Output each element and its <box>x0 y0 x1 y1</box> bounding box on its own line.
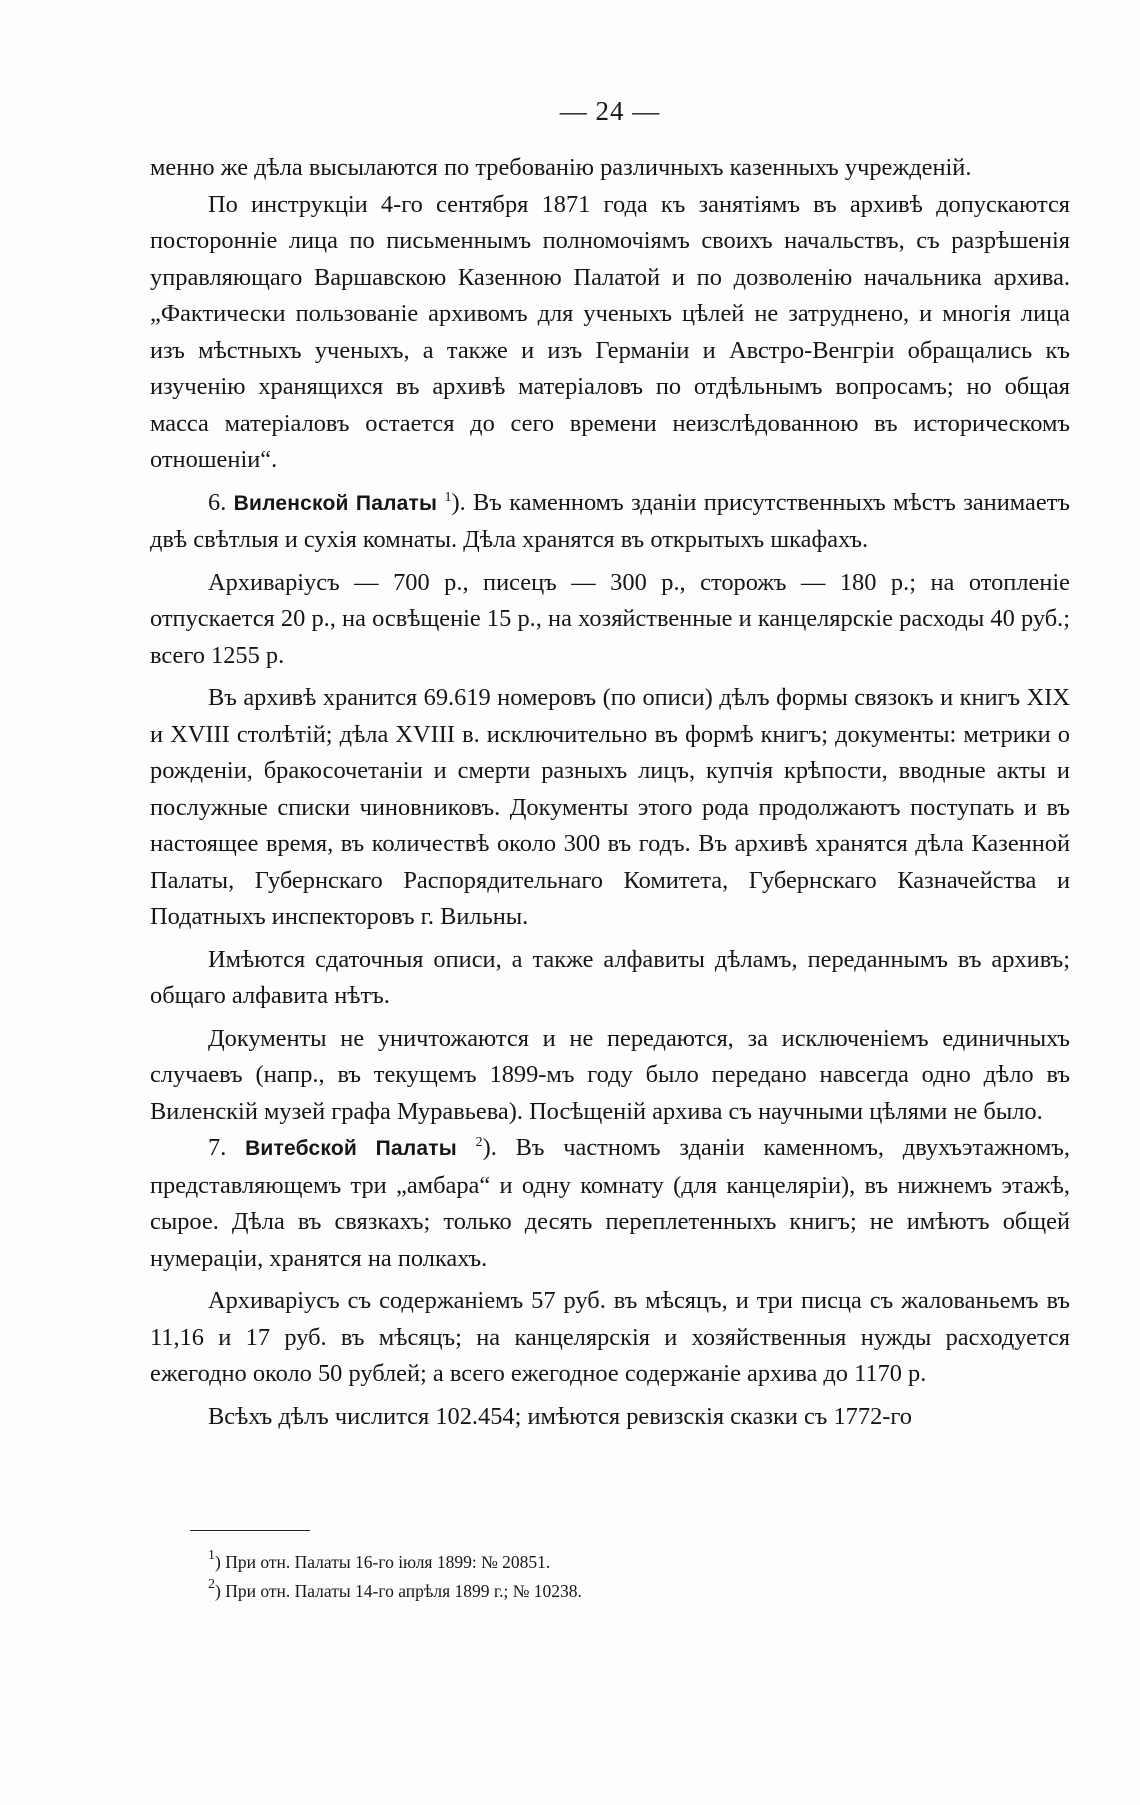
footnotes <box>150 1548 1070 1606</box>
section-heading: Виленской Палаты <box>233 491 438 515</box>
paragraph: Въ архивѣ хранится 69.619 номеровъ (по описи) дѣлъ формы связокъ и книгъ XIX и XVIII столѣтій; дѣла XVIII в. исключительно въ формѣ книгъ; документы: метрики о рожденіи, бракосочетаніи и смерти разныхъ лицъ, купчія крѣпости, вводные акты и послужные списки чиновниковъ. Документы этого рода продолжаютъ поступать и въ настоящее время, въ количествѣ около 300 въ годъ. Въ архивѣ хранятся дѣла Казенной Палаты, Губернскаго Распорядительнаго Комитета, Губернскаго Казначейства и Податныхъ инспекторовъ г. Вильны. <box>150 684 1070 930</box>
footnote-ref: 2 <box>475 1135 483 1150</box>
page-number: — 24 — <box>559 96 661 126</box>
paragraph: По инструкціи 4-го сентября 1871 года къ занятіямъ въ архивѣ допускаются посторонніе лица по письменнымъ полномочіямъ своихъ начальствъ, съ разрѣшенія управляющаго Варшавскою Казенною Палатой и по дозволенію начальника архива. „Фактически пользованіе архивомъ для ученыхъ цѣлей не затруднено, и многія лица изъ мѣстныхъ ученыхъ, а также и изъ Германіи и Австро-Венгріи обращались къ изученію хранящихся въ архивѣ матеріаловъ по отдѣльнымъ вопросамъ; но общая масса матеріаловъ остается до сего времени неизслѣдованною въ историческомъ отношеніи“. <box>150 190 1070 473</box>
footnote-ref: 1 <box>444 489 452 505</box>
footnote <box>150 1548 1070 1577</box>
footnote-text: ) При отн. Палаты 14-го апрѣля 1899 г.; № 10238. <box>215 1581 582 1601</box>
paragraph: Документы не уничтожаются и не передаются, за исключеніемъ единичныхъ случаевъ (напр., въ текущемъ 1899-мъ году было передано навсегда одно дѣло въ Виленскій музей графа Муравьева). Посѣщеній архива съ научными цѣлями не было. <box>150 1024 1070 1125</box>
section-paragraph-vitebsk <box>150 1130 1070 1277</box>
section-number: 7. <box>208 1134 227 1161</box>
section-heading: Витебской Палаты <box>245 1137 457 1160</box>
footnote <box>150 1577 1070 1606</box>
section-text: ). Въ частномъ зданіи каменномъ, двухъэтажномъ, представляющемъ три „амбара“ и одну комнату (для канцеляріи), въ нижнемъ этажѣ, сырое. Дѣла въ связкахъ; только десять переплетенныхъ книгъ; не имѣютъ общей нумераціи, хранятся на полкахъ. <box>150 1134 1070 1272</box>
paragraph: Имѣются сдаточныя описи, а также алфавиты дѣламъ, переданнымъ въ архивъ; общаго алфавита нѣтъ. <box>150 945 1070 1009</box>
paragraph: Архиваріусъ съ содержаніемъ 57 руб. въ мѣсяцъ, и три писца съ жалованьемъ въ 11,16 и 17 руб. въ мѣсяцъ; на канцелярскія и хозяйственныя нужды расходуется ежегодно около 50 рублей; а всего ежегодное содержаніе архива до 1170 р. <box>150 1287 1070 1387</box>
footnote-text: ) При отн. Палаты 16-го іюля 1899: № 20851. <box>215 1552 551 1572</box>
paragraph: Архиваріусъ — 700 р., писецъ — 300 р., сторожъ — 180 р.; на отопленіе отпускается 20 р., на освѣщеніе 15 р., на хозяйственные и канцелярскіе расходы 40 руб.; всего 1255 р. <box>150 568 1070 669</box>
body-text <box>150 150 1070 1435</box>
section-number: 6. <box>208 488 227 516</box>
footnote-divider <box>190 1530 310 1531</box>
footnote-mark: 1 <box>208 1548 215 1563</box>
paragraph: Всѣхъ дѣлъ числится 102.454; имѣются ревизскія сказки съ 1772-го <box>208 1402 912 1430</box>
section-paragraph-vilna <box>150 485 1070 559</box>
footnote-mark: 2 <box>208 1577 215 1592</box>
paragraph: менно же дѣла высылаются по требованію различныхъ казенныхъ учрежденій. <box>150 154 972 181</box>
section-text: ). Въ каменномъ зданіи присутственныхъ мѣстъ занимаетъ двѣ свѣтлыя и сухія комнаты. Дѣла хранятся въ открытыхъ шкафахъ. <box>150 488 1070 553</box>
